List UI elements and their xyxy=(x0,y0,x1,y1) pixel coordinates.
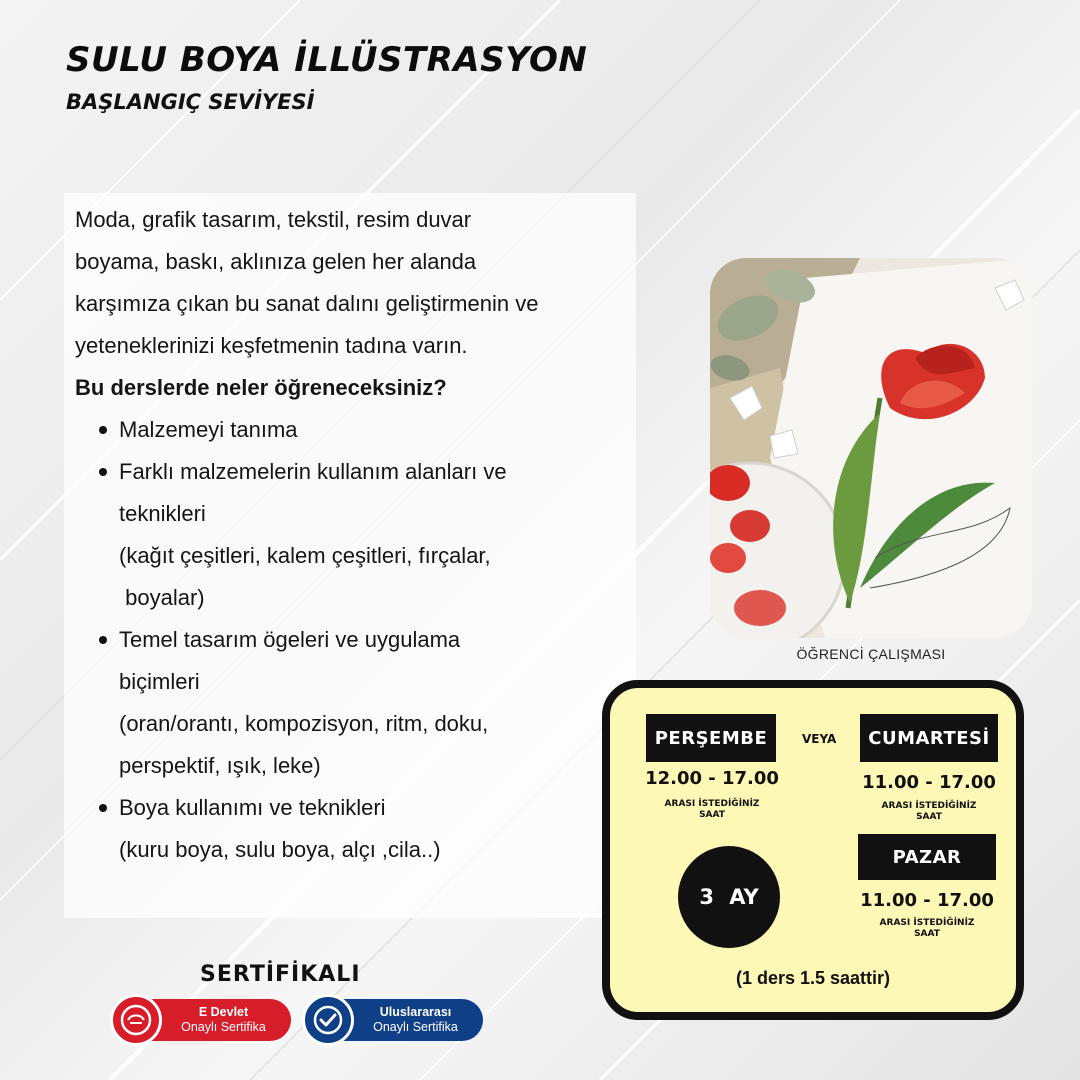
note-saturday xyxy=(856,801,1002,823)
list-item-line: teknikleri xyxy=(119,501,206,526)
checkmark-icon xyxy=(302,994,354,1046)
time-saturday: 11.00 - 17.00 xyxy=(862,772,996,793)
lesson-length-note: (1 ders 1.5 saattir) xyxy=(735,968,891,988)
badge-line: E Devlet xyxy=(198,1005,249,1019)
page-subtitle: BAŞLANGIÇ SEVİYESİ xyxy=(66,90,315,114)
duration-badge: 3 AY xyxy=(678,846,780,948)
page-title: SULU BOYA İLLÜSTRASYON xyxy=(66,40,588,80)
photo-caption: ÖĞRENCİ ÇALIŞMASI xyxy=(796,646,946,662)
day-sunday: PAZAR xyxy=(858,834,996,880)
list-item-line: perspektif, ışık, leke) xyxy=(119,753,321,778)
certificate-title: SERTİFİKALI xyxy=(200,962,361,987)
learning-list xyxy=(97,409,626,871)
time-sunday: 11.00 - 17.00 xyxy=(860,890,994,911)
note-thursday xyxy=(640,799,784,821)
badge-line: Uluslararası xyxy=(379,1005,452,1019)
or-separator: VEYA xyxy=(802,732,837,746)
note-line: SAAT xyxy=(914,929,940,939)
list-item-line: Farklı malzemelerin kullanım alanları ve xyxy=(119,459,507,484)
day-saturday: CUMARTESİ xyxy=(860,714,998,762)
learning-question: Bu derslerde neler öğreneceksiniz? xyxy=(75,375,447,400)
note-line: SAAT xyxy=(699,810,725,820)
note-line: ARASI İSTEDİĞİNİZ xyxy=(664,799,760,809)
day-thursday: PERŞEMBE xyxy=(646,714,776,762)
list-item xyxy=(97,409,626,451)
badge-line: Onaylı Sertifika xyxy=(181,1020,266,1034)
tulip-painting-illustration xyxy=(710,258,1032,638)
student-work-photo xyxy=(710,258,1032,638)
list-item-line: Boya kullanımı ve teknikleri xyxy=(119,795,386,820)
list-item-line: biçimleri xyxy=(119,669,200,694)
note-line: ARASI İSTEDİĞİNİZ xyxy=(881,801,977,811)
list-item xyxy=(97,619,626,787)
e-devlet-logo-icon xyxy=(110,994,162,1046)
list-item-line: Malzemeyi tanıma xyxy=(119,417,298,442)
list-item-line: (oran/orantı, kompozisyon, ritm, doku, xyxy=(119,711,489,736)
intro-text: Moda, grafik tasarım, tekstil, resim duvar boyama, baskı, aklınıza gelen her alanda karşımıza çıkan bu sanat dalını geliştirmenin ve yeteneklerinizi keşfetmenin tadına varın. xyxy=(75,207,539,358)
badge-line: Onaylı Sertifika xyxy=(373,1020,458,1034)
course-description xyxy=(64,193,636,918)
list-item xyxy=(97,451,626,619)
note-line: ARASI İSTEDİĞİNİZ xyxy=(879,918,975,928)
list-item-line: (kağıt çeşitleri, kalem çeşitleri, fırçalar, xyxy=(119,543,491,568)
note-sunday xyxy=(854,918,1000,940)
list-item-line: Temel tasarım ögeleri ve uygulama xyxy=(119,627,461,652)
note-line: SAAT xyxy=(916,812,942,822)
list-item xyxy=(97,787,626,871)
list-item-line: boyalar) xyxy=(119,585,205,610)
schedule-card xyxy=(602,680,1024,1020)
time-thursday: 12.00 - 17.00 xyxy=(645,768,779,789)
list-item-line: (kuru boya, sulu boya, alçı ,cila..) xyxy=(119,837,441,862)
